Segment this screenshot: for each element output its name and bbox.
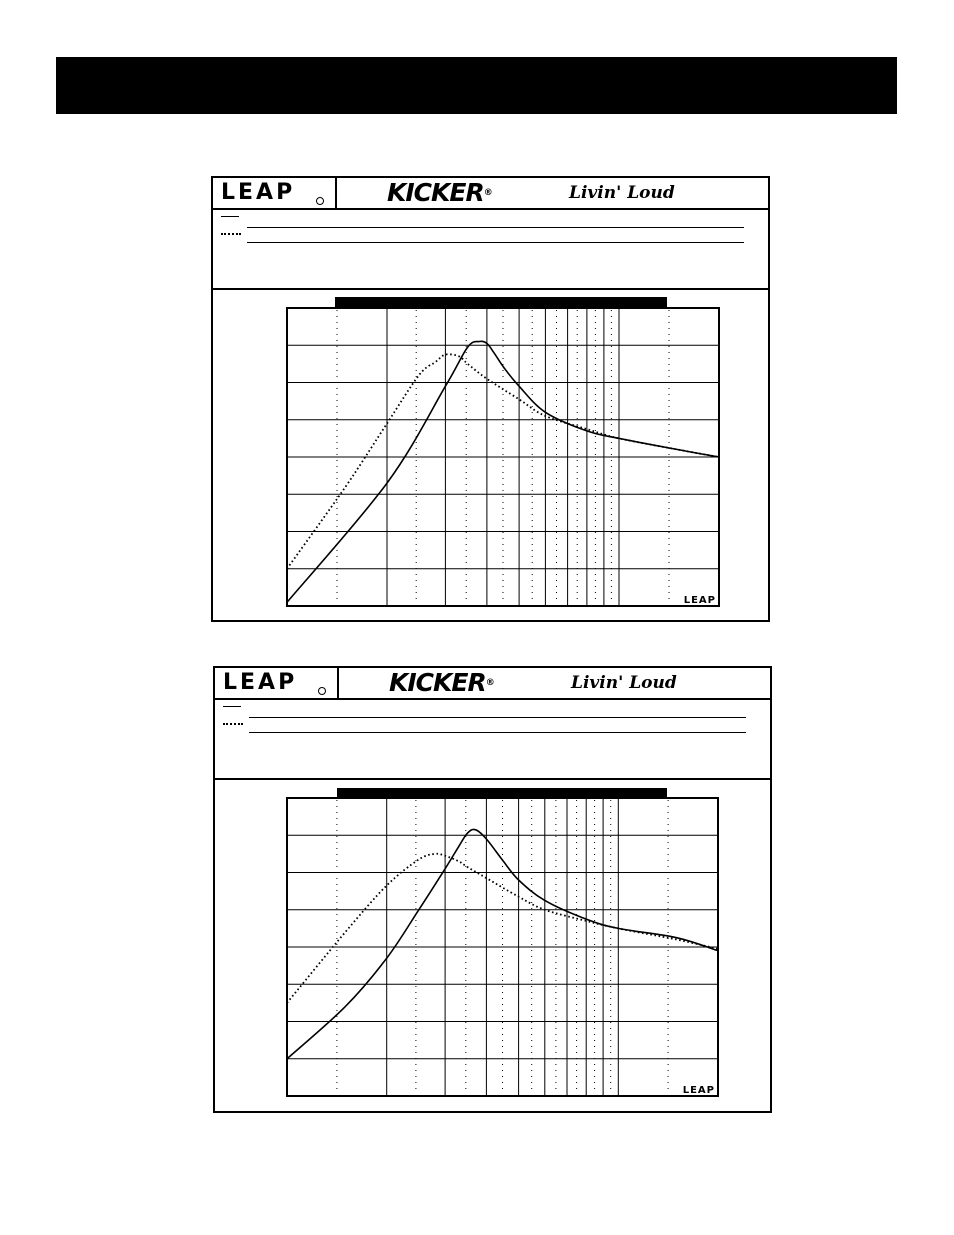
leap-watermark: LEAP — [683, 595, 716, 606]
leap-watermark: LEAP — [682, 1085, 715, 1096]
frequency-response-chart — [215, 668, 770, 1111]
frequency-response-chart — [213, 178, 768, 620]
kicker-logo: KICKER® — [389, 668, 494, 697]
livin-loud-logo: Livin' Loud — [569, 183, 675, 203]
kicker-logo: KICKER® — [387, 178, 492, 207]
series-line-solid — [287, 341, 719, 602]
series-line-dotted — [287, 354, 719, 569]
top-banner — [56, 57, 897, 114]
response-graph-panel-1 — [211, 176, 770, 622]
response-graph-panel-2 — [213, 666, 772, 1113]
registered-mark: ® — [483, 188, 492, 198]
registered-mark: ® — [485, 678, 494, 688]
leap-logo: LEAP — [223, 670, 298, 695]
leap-logo: LEAP — [221, 180, 296, 205]
livin-loud-logo: Livin' Loud — [571, 673, 677, 693]
